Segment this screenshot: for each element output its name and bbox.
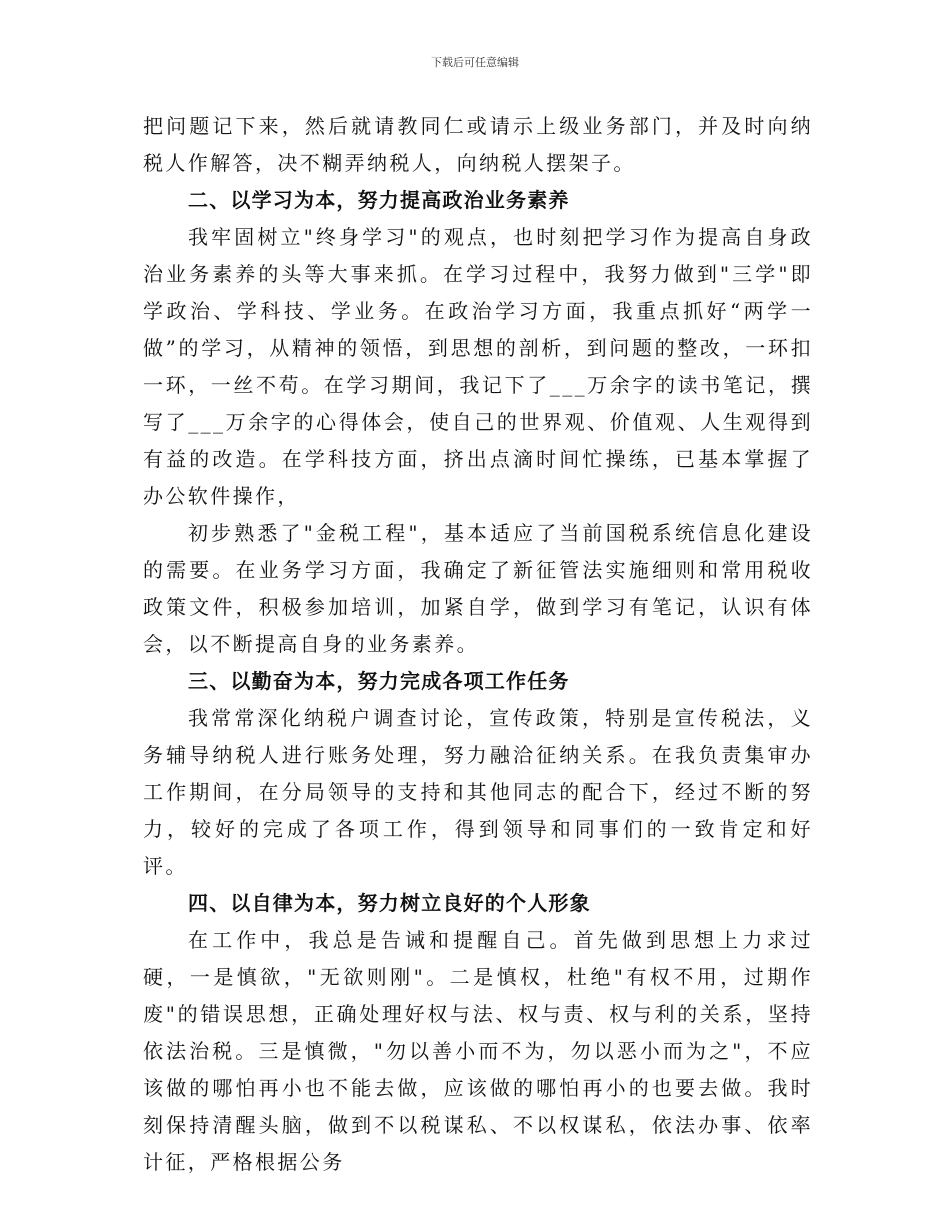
paragraph-study: 我牢固树立"终身学习"的观点，也时刻把学习作为提高自身政治业务素养的头等大事来抓。在学习过程中，我努力做到"三学"即学政治、学科技、学业务。在政治学习方面，我重点抓好“两学一做”的学习，从精神的领悟，到思想的剖析，到问题的整改，一环扣一环，一丝不苟。在学习期间，我记下了___万余字的读书笔记，撰写了___万余字的心得体会，使自己的世界观、价值观、人生观得到有益的改造。在学科技方面，挤出点滴时间忙操练，已基本掌握了办公软件操作， <box>143 225 813 508</box>
section-heading-4: 四、以自律为本，努力树立良好的个人形象 <box>188 891 591 915</box>
paragraph-golden-tax: 初步熟悉了"金税工程"，基本适应了当前国税系统信息化建设的需要。在业务学习方面，我确定了新征管法实施细则和常用税收政策文件，积极参加培训，加紧自学，做到学习有笔记，认识有体会，以不断提高自身的业务素养。 <box>143 521 813 656</box>
document-body <box>143 108 813 1181</box>
section-heading-2: 二、以学习为本，努力提高政治业务素养 <box>188 188 570 212</box>
paragraph-diligence: 我常常深化纳税户调查讨论，宣传政策，特别是宣传税法，义务辅导纳税人进行账务处理，努力融洽征纳关系。在我负责集审办工作期间，在分局领导的支持和其他同志的配合下，经过不断的努力，较好的完成了各项工作，得到领导和同事们的一致肯定和好评。 <box>143 706 813 878</box>
paragraph-self-discipline: 在工作中，我总是告诫和提醒自己。首先做到思想上力求过硬，一是慎欲，"无欲则刚"。二是慎权，杜绝"有权不用，过期作废"的错误思想，正确处理好权与法、权与责、权与利的关系，坚持依法治税。三是慎微，"勿以善小而不为，勿以恶小而为之"，不应该做的哪怕再小也不能去做，应该做的哪怕再小的也要去做。我时刻保持清醒头脑，做到不以税谋私、不以权谋私，依法办事、依率计征，严格根据公务 <box>143 928 813 1174</box>
section-heading-3: 三、以勤奋为本，努力完成各项工作任务 <box>188 669 570 693</box>
paragraph-continuation: 把问题记下来，然后就请教同仁或请示上级业务部门，并及时向纳税人作解答，决不糊弄纳税人，向纳税人摆架子。 <box>143 114 813 175</box>
page-header: 下载后可任意编辑 <box>431 56 519 69</box>
